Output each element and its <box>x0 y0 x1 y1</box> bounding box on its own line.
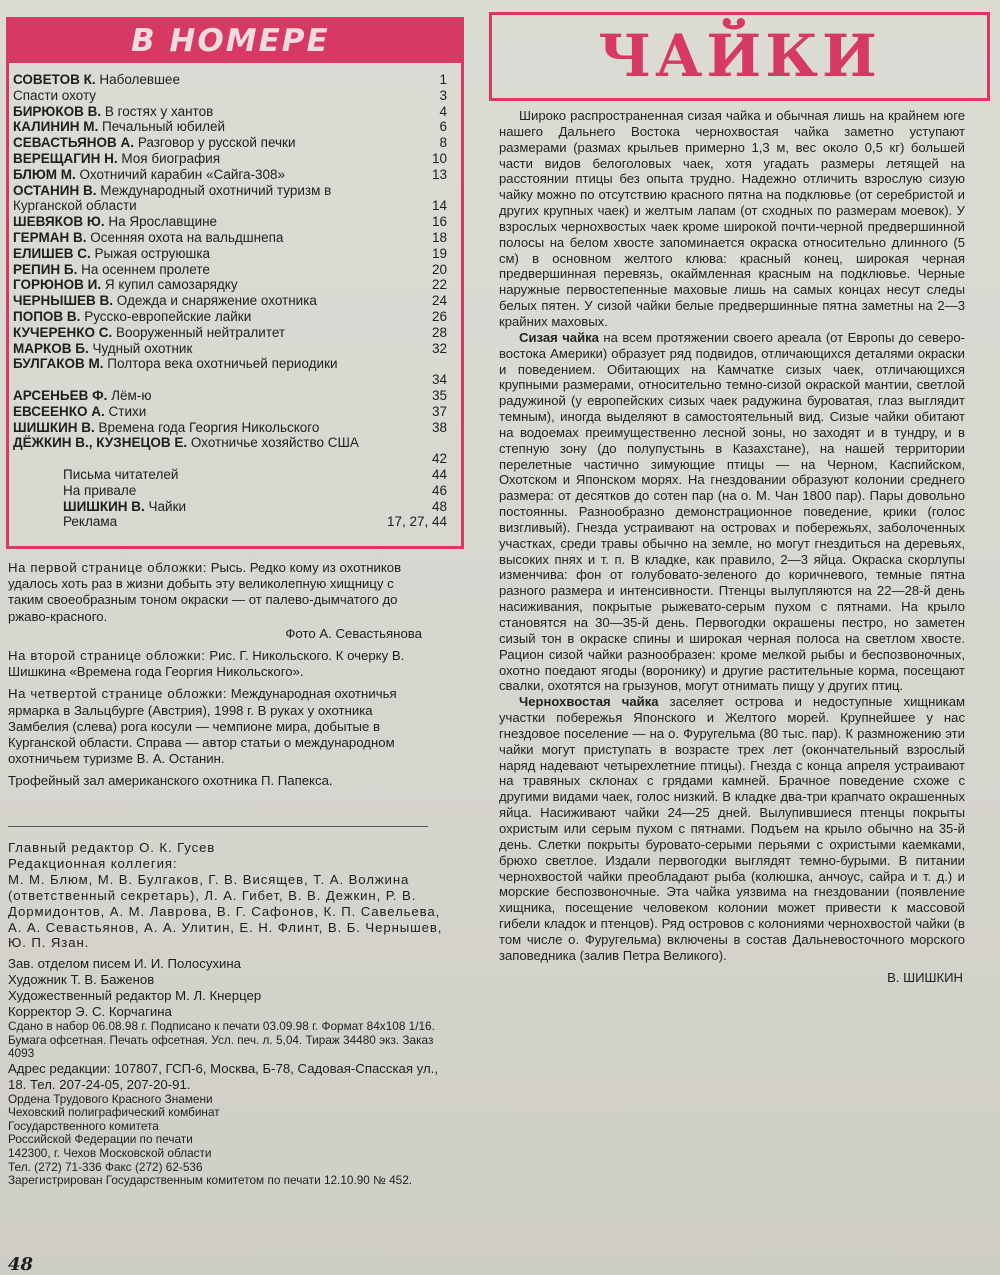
second-cover-lead: На второй странице обложки: <box>8 648 206 664</box>
toc-entry-text: Письма читателей <box>63 466 179 482</box>
toc-entry-page: 17, 27, 44 <box>386 514 447 530</box>
toc-entry-title <box>13 325 393 341</box>
toc-entry-text: Реклама <box>63 514 118 530</box>
toc-entry-author: ГЕРМАН В. <box>13 229 87 245</box>
toc-entry-author: ЕЛИШЕВ С. <box>13 245 91 261</box>
article-title: ЧАЙКИ <box>598 22 881 90</box>
toc-entry <box>13 246 453 262</box>
letters-head: Зав. отделом писем И. И. Полосухина <box>8 956 242 972</box>
toc-entry <box>13 88 453 104</box>
toc-entry-text: В гостях у хантов <box>104 103 214 119</box>
toc-entry-title <box>13 404 393 420</box>
toc-entry-title <box>13 388 393 404</box>
article-paragraph-2 <box>499 330 965 694</box>
imprint <box>8 840 448 1188</box>
toc-entry-author: ДЁЖКИН В., КУЗНЕЦОВ Е. <box>13 435 188 451</box>
toc-entry-page: 16 <box>431 214 447 230</box>
toc-entry-title <box>13 277 393 293</box>
toc-entry-title <box>13 88 393 104</box>
editorial-address: Адрес редакции: 107807, ГСП-6, Москва, Б-78, Садовая-Спасская ул., 18. Тел. 207-24-05, 207-20-91. <box>8 1060 439 1092</box>
toc-entry-author: ЧЕРНЫШЕВ В. <box>13 293 114 309</box>
first-cover-text: Рысь. Редко кому из охотников удалось хоть раз в жизни добыть эту великолепную хищницу с таким своеобразным тоном окраски — от палево-дымчатого до ржаво-красного. <box>8 560 402 624</box>
toc-entry <box>13 514 453 530</box>
toc-entry-text: Рыжая оструюшка <box>94 245 211 261</box>
toc-entry <box>13 341 453 357</box>
toc-entry-page: 35 <box>431 387 447 403</box>
toc-entry-text: Осенняя охота на вальдшнепа <box>90 229 284 245</box>
toc-entry-author: ГОРЮНОВ И. <box>13 277 102 293</box>
toc-entry-author: КУЧЕРЕНКО С. <box>13 324 113 340</box>
toc-entry-author: ШИШКИН В. <box>13 419 95 435</box>
toc-entry <box>13 277 453 293</box>
toc-entry-text: Охотничий карабин «Сайга-308» <box>79 166 286 182</box>
toc-entry-author: МАРКОВ Б. <box>13 340 89 356</box>
printer-line-3: Государственного комитета <box>8 1118 159 1133</box>
board-members: М. М. Блюм, М. В. Булгаков, Г. В. Висящев, Т. А. Волжина (ответственный секретарь), Л. А. Гибет, В. В. Дежкин, Р. В. Дормидонтов, А. М. Лаврова, В. Г. Сафонов, К. П. Савельева, А. А. Севастьянов, А. А. Улитин, Е. Н. Флинт, В. Б. Чернышев, Ю. П. Язан. <box>8 871 443 951</box>
toc-entry-text: Спасти охоту <box>13 87 97 103</box>
toc-entry-author: РЕПИН Б. <box>13 261 78 277</box>
photo-credit: Фото А. Севастьянова <box>285 625 422 641</box>
toc-banner <box>9 20 461 63</box>
toc-entry <box>13 135 453 151</box>
toc-entry-page: 19 <box>431 245 447 261</box>
toc-entry-title <box>13 293 393 309</box>
toc-entry <box>13 420 453 436</box>
toc-entry-title <box>13 167 393 183</box>
toc-entry-title <box>13 119 393 135</box>
toc-entry <box>13 309 453 325</box>
printer-line-5: 142300, г. Чехов Московской области <box>8 1145 212 1160</box>
toc-entry-title <box>63 483 443 499</box>
toc-entry-page: 26 <box>431 308 447 324</box>
toc-entry <box>13 435 453 467</box>
fourth-cover-lead: На четвертой странице обложки: <box>8 686 228 702</box>
chief-editor: Главный редактор О. К. Гусев <box>8 840 216 855</box>
toc-entry <box>13 404 453 420</box>
first-cover-note <box>8 560 428 642</box>
toc-entry-author: БЛЮМ М. <box>13 166 76 182</box>
fourth-cover-text: Международная охотничья ярмарка в Зальцбурге (Австрия), 1998 г. В руках у охотника Замбелия (слева) рога косули — чемпионе мира, добытые в Курганской области. Справа — автор статьи о международном охотничьем туризме В. А. Останин. <box>8 686 397 767</box>
toc-entry-text: Лём-ю <box>111 387 152 403</box>
artist: Художник Т. В. Баженов <box>8 972 155 988</box>
print-info: Сдано в набор 06.08.98 г. Подписано к печати 03.09.98 г. Формат 84x108 1/16. Бумага офсетная. Печать офсетная. Усл. печ. л. 5,04. Тираж 34480 экз. Заказ 4093 <box>8 1018 435 1061</box>
toc-entry-page: 6 <box>439 119 447 135</box>
toc-entry-page: 14 <box>431 198 447 214</box>
toc-entry-page: 4 <box>439 103 447 119</box>
toc-entry <box>13 262 453 278</box>
toc-entry-text: На Ярославщине <box>108 214 218 230</box>
toc-entry-page: 20 <box>431 261 447 277</box>
author-signature: В. ШИШКИН <box>887 969 963 985</box>
toc-entry-title <box>63 467 443 483</box>
toc-entry-author: ЕВСЕЕНКО А. <box>13 403 105 419</box>
article-paragraph-1: Широко распространенная сизая чайка и обычная лишь на крайнем юге нашего Дальнего Востока чернохвостая чайка заметно уступают размерами (размах крыльев примерно 1,3 м, вес около 0,5 кг) большей части видов белоголовых чаек, хотя угадать размеры летящей на расстоянии птицы без опыта трудно. Надежно отличить взрослую сизую чайку можно по отсутствию красного пятна на подклювье (от серебристой и других крупных чаек) и желтым лапам (от сходных по размерам моевок). У взрослых чернохвостых чаек кроме широкой почти-черной предвершинной полосы на белом хвосте запоминается окраска относительно длинного (5 см) в основном желтого клюва: красный конец, широкая черная предвершинная перевязь, окаймленная красным на подклювье. Черные наружные первостепенные маховые лишь на самых концах несут следы белых пятен. У сизой чайки белые предвершинные пятна заметны на 2—3 крайних маховых. <box>499 108 965 329</box>
toc-entry <box>13 230 453 246</box>
paragraph-2-lead: Сизая чайка <box>519 329 599 345</box>
article-title-frame <box>489 12 990 101</box>
toc-entry-text: На осеннем пролете <box>81 261 210 277</box>
toc-entry-text: Наболевшее <box>99 72 180 87</box>
toc-entry-title <box>13 135 393 151</box>
toc-entry-text: Русско-европейские лайки <box>84 308 252 324</box>
toc-entry-author: КАЛИНИН М. <box>13 119 99 135</box>
toc-entry-author: ОСТАНИН В. <box>13 182 97 198</box>
toc-entry-title <box>13 246 393 262</box>
toc-entry <box>13 325 453 341</box>
toc-entry-text: Вооруженный нейтралитет <box>115 324 286 340</box>
toc-entry-title <box>13 230 393 246</box>
toc-entry-author: АРСЕНЬЕВ Ф. <box>13 387 108 403</box>
toc-entry-page: 1 <box>439 72 447 87</box>
toc-entry-page: 28 <box>431 324 447 340</box>
toc-entry-text: Чудный охотник <box>92 340 193 356</box>
printer-line-2: Чеховский полиграфический комбинат <box>8 1105 220 1120</box>
toc-entry-text: Печальный юбилей <box>102 119 226 135</box>
fourth-cover-note <box>8 686 428 767</box>
article-body <box>499 108 965 985</box>
toc-heading: В НОМЕРЕ <box>131 23 330 59</box>
toc-entry-title <box>13 183 393 215</box>
toc-entry-text: На привале <box>63 482 137 498</box>
toc-entry-text: Стихи <box>108 403 147 419</box>
toc-entry-title <box>13 104 393 120</box>
article-paragraph-3 <box>499 694 965 963</box>
toc-entry <box>13 214 453 230</box>
toc-entry-text: Международный охотничий туризм в Курганской области <box>13 182 332 214</box>
toc-entry-title <box>13 72 393 88</box>
toc-entry <box>13 483 453 499</box>
first-cover-lead: На первой странице обложки: <box>8 560 208 575</box>
toc-entry-title <box>13 356 393 372</box>
toc-entry <box>13 499 453 515</box>
paragraph-2-text: на всем протяжении своего ареала (от Европы до северо-востока Америки) образует ряд подвидов, отличающихся деталями окраски и поведением. Обитающих на Камчатке сизых чаек, отличающихся крупными размерами, относительно темно-сизой окраской мантии, светлой радужиной (у европейских сизых чаек радужина буроватая, глаз выглядит темным), иногда выделяют в самостоятельный вид. Сизые чайки обитают на водоемах преимущественно лесной зоны, но заходят и в тундру, и в степную зону (до полупустынь в Казахстане), на нашей территории перелетные частично зимующие птицы — на Черном, Каспийском, Охотском и Японском морях. На гнездовании образуют колонии среднего размера: от десятков до сотен пар (на о. М. Чан 1800 пар). Пары довольно постоянны. Разнообразно демонстрационное поведение, крики (голос визгливый). Гнезда устраивают на островах и побережьях, заболоченных участках, среди травы обычно на земле, но могут гнездиться на деревьях, высоких пнях и т. п. В кладке, как правило, 2—3 яйца. Окраска скорлупы изменчива: фон от голубовато-зеленого до коричневого, темные пятна разного размера и интенсивности. Птенцы вылупляются на 22—28-й день насиживания, покрытые рыжевато-серым пухом с пятнами. На крыло становятся на 30—35-й день. Первогодки окрашены пестро, но заметен сизый тон в окраске спины и широкая черная полоса на светлом хвосте. Рацион сизой чайки разнообразен: кроме мелкой рыбы и беспозвоночных, охотно поедают ягоды (воронику) и другие растительные корма, посещают свалки, охотятся на грызунов, могут отнимать пищу у других птиц. <box>499 329 965 694</box>
art-editor: Художественный редактор М. Л. Кнерцер <box>8 988 262 1004</box>
toc-box <box>6 17 464 549</box>
paragraph-3-text: заселяет острова и недоступные хищникам участки побережья Японского и Желтого морей. Крупнейшее у нас гнездовое поселение — на о. Фуругельма (80 тыс. пар). К размножению эти чайки могут приступать в возрасте трех лет (окончательный взрослый наряд надевают четырехлетние птицы). Гнезда с конца апреля устраивают на травяных склонах с грядами камней. Брачное поведение схоже с другими видами чаек, голос низкий. В кладке два-три крапчато окрашенных яйца. Насиживают чайки 24—25 дней. Вылупившиеся птенцы покрыты охристым или серым пухом с пятнами. Подъем на крыло обычно на 35-й день. Слетки покрыты буровато-серыми перьями с охристыми каемками, брюхо светлое. Издали первогодки выглядят темно-бурыми. В питании чернохвостой чайки преобладают рыба (колюшка, анчоус, сайра и т. д.) и морские беспозвоночные. Эта чайка уязвима на гнездовании (появление хищника, посещение человеком колонии может привести к массовой гибели кладок и птенцов). Ряд островов с колониями чернохвостой чайки (в том числе о. Фуругельма) включены в состав Дальневосточного морского заповедника (залив Петра Великого). <box>499 694 965 963</box>
toc-entry <box>13 467 453 483</box>
toc-entry-page: 46 <box>431 482 447 498</box>
toc-entry-text: Одежда и снаряжение охотника <box>116 293 317 309</box>
divider <box>8 826 428 827</box>
paragraph-3-lead: Чернохвостая чайка <box>519 694 659 710</box>
toc-entry-author: ВЕРЕЩАГИН Н. <box>13 150 118 166</box>
cover-notes <box>8 560 428 796</box>
toc-entry-page: 37 <box>431 403 447 419</box>
toc-entry-page: 24 <box>431 293 447 309</box>
toc-entry-title <box>13 151 393 167</box>
toc-entry-text: Моя биография <box>121 150 221 166</box>
toc-entry-text: Полтора века охотничьей периодики <box>107 356 338 372</box>
toc-entry-author: СЕВАСТЬЯНОВ А. <box>13 135 135 151</box>
toc-entry-page: 8 <box>439 135 447 151</box>
toc-entry-page: 3 <box>439 87 447 103</box>
toc-entry-text: Чайки <box>148 498 187 514</box>
toc-entry <box>13 119 453 135</box>
toc-entry <box>13 72 453 88</box>
toc-list <box>13 72 453 530</box>
registration-note: Зарегистрирован Государственным комитетом по печати 12.10.90 № 452. <box>8 1173 413 1188</box>
second-cover-note <box>8 648 428 680</box>
toc-entry-title <box>13 341 393 357</box>
toc-entry-title <box>13 309 393 325</box>
toc-entry-author: ПОПОВ В. <box>13 308 81 324</box>
toc-entry <box>13 356 453 388</box>
board-heading: Редакционная коллегия: <box>8 855 178 871</box>
toc-entry-text: Охотничье хозяйство США <box>190 435 359 451</box>
proofreader: Корректор Э. С. Корчагина <box>8 1004 172 1020</box>
toc-entry <box>13 293 453 309</box>
toc-entry-page: 18 <box>431 229 447 245</box>
toc-entry-title <box>13 214 393 230</box>
toc-entry-title <box>13 262 393 278</box>
toc-entry-text: Времена года Георгия Никольского <box>98 419 320 435</box>
toc-entry-page: 42 <box>431 451 447 467</box>
toc-entry-author: БИРЮКОВ В. <box>13 103 102 119</box>
printer-line-6: Тел. (272) 71-336 Факс (272) 62-536 <box>8 1159 203 1174</box>
toc-entry-text: Я купил самозарядку <box>104 277 238 293</box>
toc-entry-author: ШИШКИН В. <box>63 498 145 514</box>
toc-entry-author: ШЕВЯКОВ Ю. <box>13 214 105 230</box>
toc-entry-page: 22 <box>431 277 447 293</box>
toc-entry-title <box>63 499 443 515</box>
second-cover-text: Рис. Г. Никольского. К очерку В. Шишкина «Времена года Георгия Никольского». <box>8 648 405 680</box>
toc-entry <box>13 183 453 215</box>
toc-entry <box>13 167 453 183</box>
toc-entry-page: 34 <box>431 372 447 388</box>
page-number: 48 <box>8 1254 34 1275</box>
toc-entry-page: 48 <box>431 498 447 514</box>
toc-entry-page: 32 <box>431 340 447 356</box>
printer-line-1: Ордена Трудового Красного Знамени <box>8 1091 213 1106</box>
toc-entry <box>13 104 453 120</box>
trophy-note: Трофейный зал американского охотника П. Папекса. <box>8 773 333 789</box>
toc-entry-title <box>13 420 393 436</box>
toc-entry-text: Разговор у русской печки <box>137 135 296 151</box>
toc-entry-title <box>13 435 393 451</box>
toc-entry-page: 38 <box>431 419 447 435</box>
toc-entry-page: 13 <box>431 166 447 182</box>
toc-entry <box>13 388 453 404</box>
toc-entry-page: 44 <box>431 466 447 482</box>
toc-entry-author: БУЛГАКОВ М. <box>13 356 104 372</box>
toc-entry-page: 10 <box>431 150 447 166</box>
printer-line-4: Российской Федерации по печати <box>8 1132 193 1147</box>
toc-entry-author: СОВЕТОВ К. <box>13 72 96 87</box>
toc-entry <box>13 151 453 167</box>
